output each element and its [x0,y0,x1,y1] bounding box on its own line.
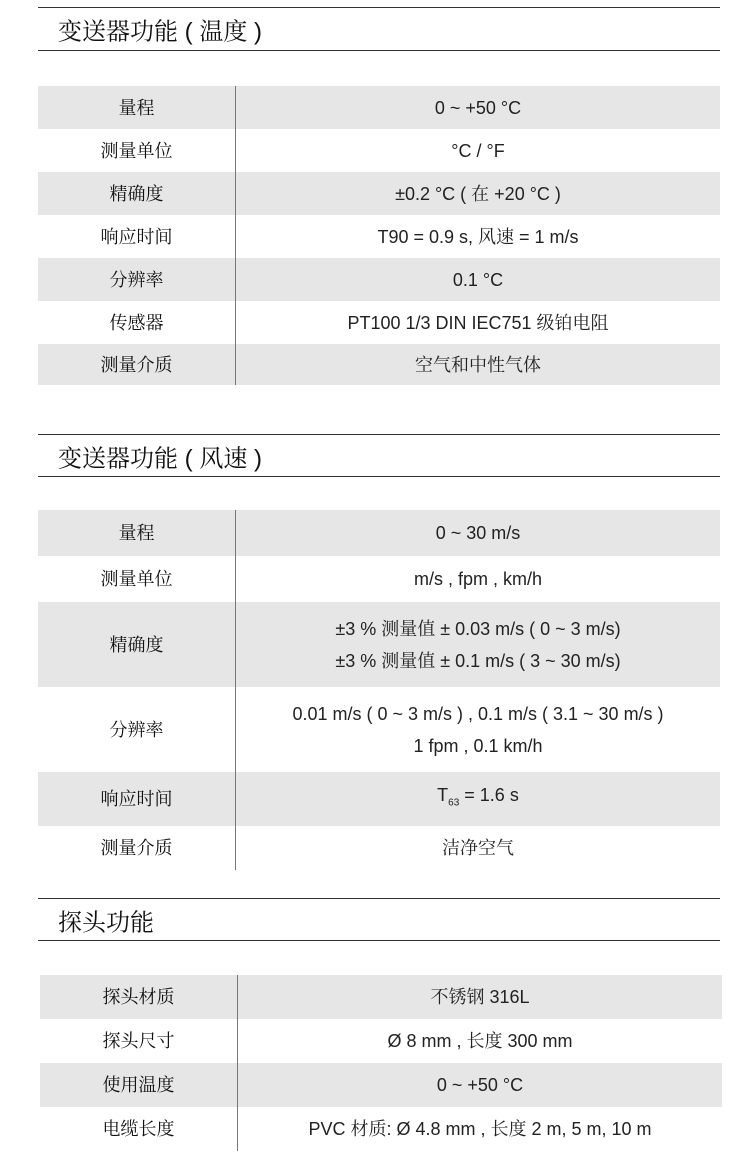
table-row [38,772,720,826]
row-value: PT100 1/3 DIN IEC751 级铂电阻 [347,312,609,333]
row-label: 分辨率 [38,687,236,772]
value-rest: = 1.6 s [459,784,519,805]
table-row [38,510,720,556]
table-row [40,1107,722,1151]
spec-table-wind-speed [38,510,720,870]
row-label: 精确度 [38,602,236,687]
row-value: 洁净空气 [442,838,514,858]
row-value: Ø 8 mm , 长度 300 mm [387,1031,573,1051]
table-row [38,215,720,258]
spec-table-temperature [38,86,720,385]
table-row [38,826,720,870]
row-label: 响应时间 [38,772,236,826]
table-row [38,86,720,129]
value-line: 0.01 m/s ( 0 ~ 3 m/s ) , 0.1 m/s ( 3.1 ~ 30 m/s ) [292,703,664,724]
row-value: PVC 材质: Ø 4.8 mm , 长度 2 m, 5 m, 10 m [308,1119,652,1139]
row-value: T90 = 0.9 s, 风速 = 1 m/s [377,226,579,247]
row-value [236,772,721,826]
row-label: 探头尺寸 [40,1019,238,1063]
row-value: m/s , fpm , km/h [413,569,542,589]
section-title: 变送器功能 ( 风速 ) [58,445,262,472]
row-label: 探头材质 [40,975,238,1019]
row-label: 量程 [38,510,236,556]
table-row [38,301,720,344]
table-row [38,258,720,301]
table-row [40,1019,722,1063]
row-label: 测量单位 [38,129,236,172]
row-value: °C / °F [451,140,505,161]
row-value: ±0.2 °C ( 在 +20 °C ) [236,172,721,215]
row-value: 0 ~ +50 °C [238,1063,723,1107]
value-main: T [437,784,449,805]
section-title: 变送器功能 ( 温度 ) [58,18,262,46]
row-label: 测量单位 [38,556,236,602]
section-title: 探头功能 [58,909,154,936]
row-label: 测量介质 [38,344,236,385]
value-line: ±3 % 测量值 ± 0.1 m/s ( 3 ~ 30 m/s) [335,650,621,671]
row-value [236,687,721,772]
row-label: 电缆长度 [40,1107,238,1151]
row-value: 0.1 °C [236,258,721,301]
section-header [38,898,720,941]
row-value [236,602,721,687]
table-row [40,975,722,1019]
row-label: 量程 [38,86,236,129]
table-row [38,129,720,172]
row-label: 响应时间 [38,215,236,258]
table-row [38,687,720,772]
row-label: 传感器 [38,301,236,344]
value-subscript: 63 [448,797,460,809]
table-row [38,602,720,687]
row-label: 分辨率 [38,258,236,301]
row-label: 精确度 [38,172,236,215]
row-value: 0 ~ +50 °C [236,86,721,129]
value-line: ±3 % 测量值 ± 0.03 m/s ( 0 ~ 3 m/s) [335,618,621,639]
section-header [38,434,720,477]
row-label: 测量介质 [38,826,236,870]
table-row [40,1063,722,1107]
row-value: 0 ~ 30 m/s [236,510,721,556]
table-row [38,172,720,215]
row-label: 使用温度 [40,1063,238,1107]
value-line: 1 fpm , 0.1 km/h [413,735,543,756]
table-row [38,556,720,602]
section-header [38,7,720,51]
spec-table-probe [40,975,722,1151]
row-value: 不锈钢 316L [238,975,723,1019]
row-value: 空气和中性气体 [236,344,721,385]
table-row [38,344,720,385]
